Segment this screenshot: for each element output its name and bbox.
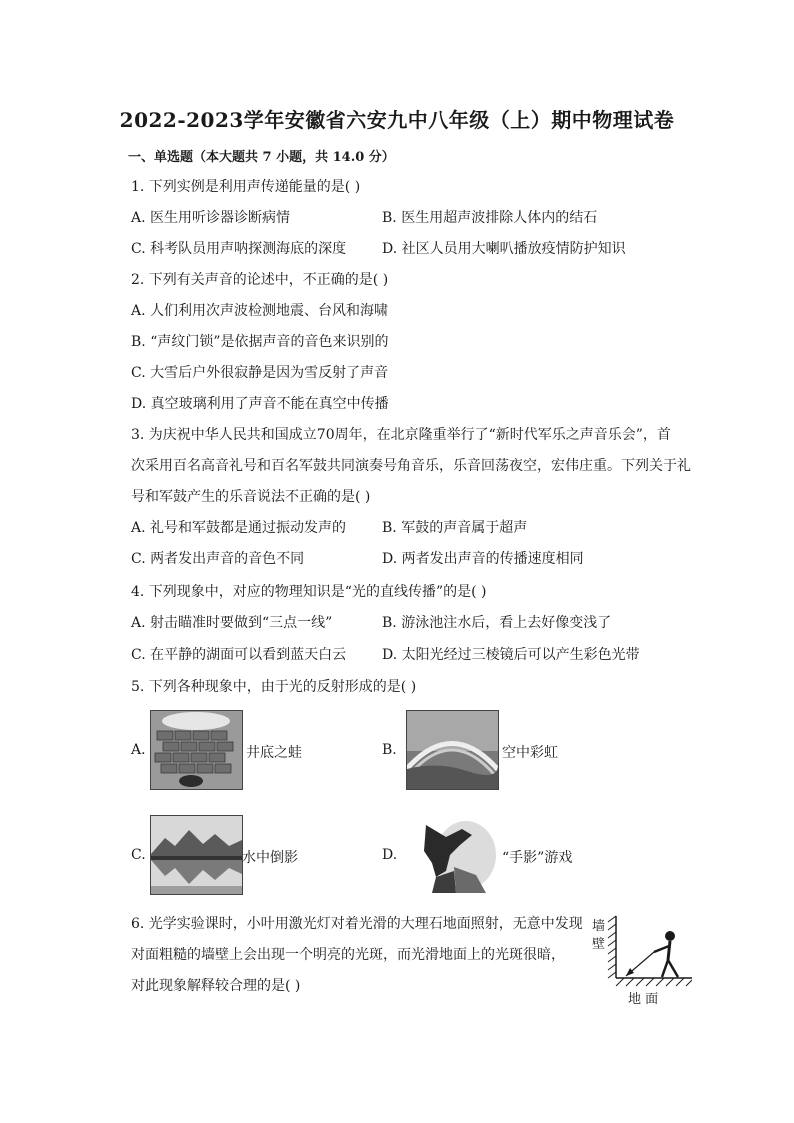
question-3-option-a[interactable]: A. 礼号和军鼓都是通过振动发声的 xyxy=(131,520,347,536)
question-1-option-a[interactable]: A. 医生用听诊器诊断病情 xyxy=(131,210,291,226)
question-2-option-b[interactable]: B. “声纹门锁”是依据声音的音色来识别的 xyxy=(131,334,389,350)
hand-shadow-image[interactable] xyxy=(406,815,497,893)
question-1-option-d[interactable]: D. 社区人员用大喇叭播放疫情防护知识 xyxy=(382,241,626,257)
section-heading: 一、单选题（本大题共 7 小题，共 14.0 分） xyxy=(128,150,395,165)
question-3-option-c[interactable]: C. 两者发出声音的音色不同 xyxy=(131,551,305,567)
question-1-option-c[interactable]: C. 科考队员用声呐探测海底的深度 xyxy=(131,241,347,257)
question-3-stem-line-2: 次采用百名高音礼号和百名军鼓共同演奏号角音乐，乐音回荡夜空，宏伟庄重。下列关于礼 xyxy=(131,458,691,474)
question-5-option-b-text: 空中彩虹 xyxy=(502,745,558,761)
question-4-option-b[interactable]: B. 游泳池注水后，看上去好像变浅了 xyxy=(382,615,612,631)
question-1-stem: 1. 下列实例是利用声传递能量的是( ) xyxy=(131,179,361,195)
question-3-option-b[interactable]: B. 军鼓的声音属于超声 xyxy=(382,520,528,536)
question-5-option-a-letter[interactable]: A. xyxy=(131,742,146,758)
question-5-option-c-text: 水中倒影 xyxy=(242,850,298,866)
question-5-option-a-text: 井底之蛙 xyxy=(246,745,302,761)
ground-label: 地 面 xyxy=(628,992,659,1007)
question-3-option-d[interactable]: D. 两者发出声音的传播速度相同 xyxy=(382,551,584,567)
laser-wall-diagram xyxy=(592,914,696,1006)
question-5-option-c-letter[interactable]: C. xyxy=(131,847,146,863)
question-5-option-d-text: “手影”游戏 xyxy=(502,850,573,866)
question-6-stem-line-3: 对此现象解释较合理的是( ) xyxy=(131,978,301,994)
question-3-stem-line-3: 号和军鼓产生的乐音说法不正确的是( ) xyxy=(131,489,371,505)
question-5-stem: 5. 下列各种现象中，由于光的反射形成的是( ) xyxy=(131,679,417,695)
question-6-stem-line-2: 对面粗糙的墙壁上会出现一个明亮的光斑，而光滑地面上的光斑很暗， xyxy=(131,947,565,963)
question-3-stem-line-1: 3. 为庆祝中华人民共和国成立70周年，在北京隆重举行了“新时代军乐之声音乐会”，首 xyxy=(131,427,671,443)
question-6-stem-line-1: 6. 光学实验课时，小叶用激光灯对着光滑的大理石地面照射，无意中发现 xyxy=(131,916,583,932)
question-4-option-a[interactable]: A. 射击瞄准时要做到“三点一线” xyxy=(131,615,333,631)
question-5-option-d-letter[interactable]: D. xyxy=(382,847,398,863)
well-frog-image[interactable] xyxy=(150,710,243,790)
exam-title: 2022-2023学年安徽省六安九中八年级（上）期中物理试卷 xyxy=(119,108,675,132)
question-2-option-a[interactable]: A. 人们利用次声波检测地震、台风和海啸 xyxy=(131,303,389,319)
question-2-stem: 2. 下列有关声音的论述中，不正确的是( ) xyxy=(131,272,389,288)
question-2-option-c[interactable]: C. 大雪后户外很寂静是因为雪反射了声音 xyxy=(131,365,389,381)
question-4-stem: 4. 下列现象中，对应的物理知识是“光的直线传播”的是( ) xyxy=(131,584,487,600)
rainbow-image[interactable] xyxy=(406,710,499,790)
question-5-option-b-letter[interactable]: B. xyxy=(382,742,397,758)
question-4-option-d[interactable]: D. 太阳光经过三棱镜后可以产生彩色光带 xyxy=(382,647,640,663)
lake-reflection-image[interactable] xyxy=(150,815,243,895)
question-2-option-d[interactable]: D. 真空玻璃利用了声音不能在真空中传播 xyxy=(131,396,389,412)
wall-label: 墙壁 xyxy=(592,919,606,952)
question-1-option-b[interactable]: B. 医生用超声波排除人体内的结石 xyxy=(382,210,598,226)
question-4-option-c[interactable]: C. 在平静的湖面可以看到蓝天白云 xyxy=(131,647,347,663)
